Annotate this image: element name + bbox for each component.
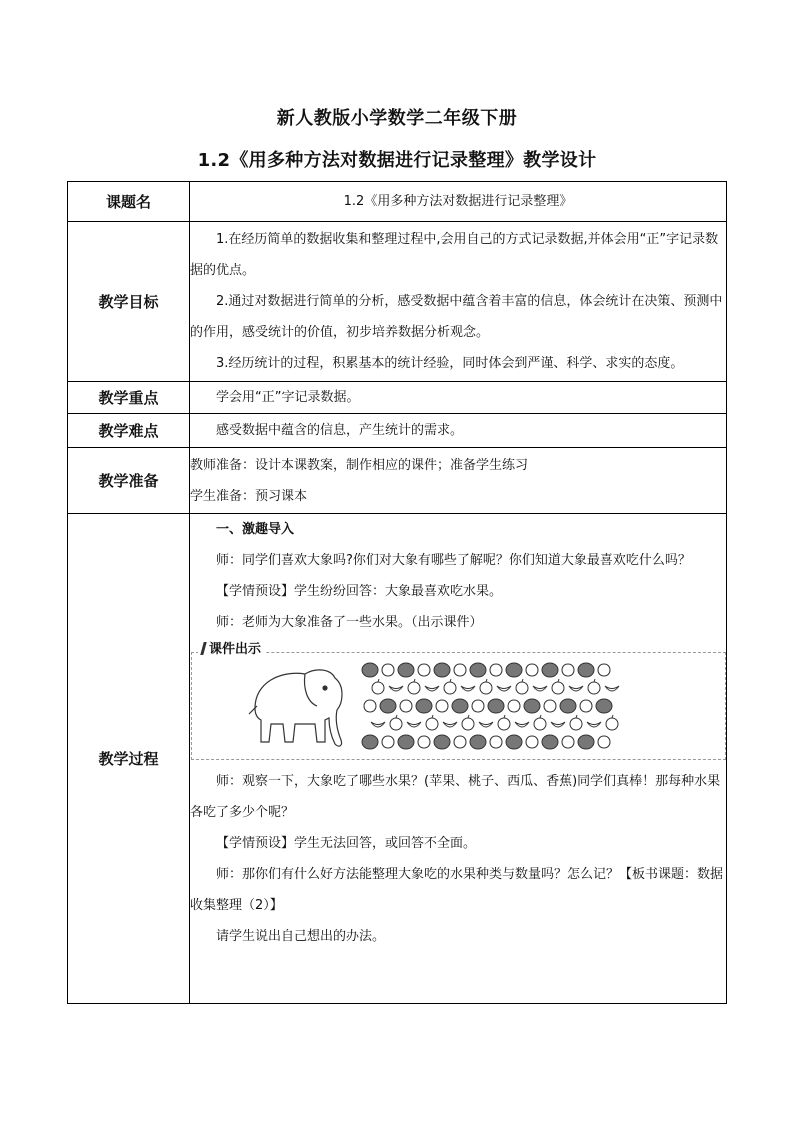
apple-icon [570,715,582,730]
key-points-text: 学会用“正”字记录数据。 [216,390,360,405]
process-paragraph: 师：那你们有什么好方法能整理大象吃的水果种类与数量吗？怎么记？【板书课题：数据收集整理（2）】 [190,867,724,913]
watermelon-icon [560,699,576,713]
peach-icon [598,736,610,748]
watermelon-icon [596,699,612,713]
apple-icon [408,679,420,694]
apple-icon [462,715,474,730]
watermelon-icon [362,735,378,749]
peach-icon [544,700,556,712]
value-difficulties [190,414,727,448]
elephant-fruit-illustration [245,658,645,758]
banana-icon [515,722,529,727]
peach-icon [472,700,484,712]
apple-icon [426,715,438,730]
row-difficulties [68,414,727,448]
process-paragraph: 【学情预设】学生纷纷回答：大象最喜欢吃水果。 [216,584,503,599]
value-key-points [190,382,727,414]
apple-icon [534,715,546,730]
label-preparation: 教学准备 [68,448,190,514]
banana-icon [425,686,439,691]
watermelon-icon [506,663,522,677]
value-process [190,514,727,1004]
peach-icon [562,664,574,676]
goal-item: 2.通过对数据进行简单的分析，感受数据中蕴含着丰富的信息，体会统计在决策、预测中的作用，感受统计的价值，初步培养数据分析观念。 [190,294,723,340]
section-heading: 一、激趣导入 [216,522,295,537]
watermelon-icon [542,663,558,677]
row-topic [68,182,727,222]
banana-icon [551,722,565,727]
apple-icon [372,679,384,694]
courseware-label-text: 课件出示 [209,642,262,657]
watermelon-icon [362,663,378,677]
peach-icon [490,736,502,748]
lesson-plan-table [67,181,727,1004]
watermelon-icon [434,735,450,749]
peach-icon [526,736,538,748]
apple-icon [390,715,402,730]
peach-icon [418,736,430,748]
banana-icon [461,686,475,691]
label-process: 教学过程 [68,514,190,1004]
peach-icon [382,664,394,676]
process-paragraph: 师：老师为大象准备了一些水果。（出示课件） [216,615,483,630]
peach-icon [454,664,466,676]
label-goals: 教学目标 [68,222,190,382]
banana-icon [533,686,547,691]
watermelon-icon [452,699,468,713]
watermelon-icon [578,663,594,677]
peach-icon [508,700,520,712]
goal-item: 3.经历统计的过程，积累基本的统计经验，同时体会到严谨、科学、求实的态度。 [216,356,684,371]
watermelon-icon [434,663,450,677]
watermelon-icon [506,735,522,749]
watermelon-icon [488,699,504,713]
tick-icon [200,642,206,655]
peach-icon [436,700,448,712]
peach-icon [526,664,538,676]
apple-icon [498,715,510,730]
peach-icon [598,664,610,676]
fruit-pile [362,663,619,749]
banana-icon [587,722,601,727]
watermelon-icon [416,699,432,713]
peach-icon [454,736,466,748]
difficulties-text: 感受数据中蕴含的信息，产生统计的需求。 [216,423,464,438]
banana-icon [371,722,385,727]
apple-icon [606,715,618,730]
label-topic: 课题名 [68,182,190,222]
banana-icon [569,686,583,691]
courseware-label [198,640,266,660]
apple-icon [552,679,564,694]
teacher-preparation: 教师准备：设计本课教案，制作相应的课件；准备学生练习 [190,457,529,473]
label-difficulties: 教学难点 [68,414,190,448]
peach-icon [580,700,592,712]
banana-icon [479,722,493,727]
process-paragraph: 【学情预设】学生无法回答，或回答不全面。 [216,836,477,851]
courseware-box [190,638,726,766]
apple-icon [480,679,492,694]
banana-icon [443,722,457,727]
watermelon-icon [470,735,486,749]
apple-icon [444,679,456,694]
watermelon-icon [542,735,558,749]
peach-icon [382,736,394,748]
watermelon-icon [524,699,540,713]
elephant-icon [249,670,342,746]
apple-icon [516,679,528,694]
document-title: 新人教版小学数学二年级下册 [276,108,518,129]
watermelon-icon [398,735,414,749]
process-paragraph: 请学生说出自己想出的办法。 [216,929,386,944]
row-preparation [68,448,727,514]
watermelon-icon [470,663,486,677]
watermelon-icon [578,735,594,749]
label-key-points: 教学重点 [68,382,190,414]
peach-icon [490,664,502,676]
student-preparation: 学生准备：预习课本 [190,488,308,504]
row-process [68,514,727,1004]
value-goals [190,222,727,382]
lesson-title: 1.2《用多种方法对数据进行记录整理》教学设计 [197,150,597,171]
peach-icon [364,700,376,712]
apple-icon [588,679,600,694]
process-paragraph: 师：同学们喜欢大象吗?你们对大象有哪些了解呢？你们知道大象最喜欢吃什么吗？ [216,553,691,568]
banana-icon [389,686,403,691]
value-preparation [190,448,727,514]
watermelon-icon [380,699,396,713]
row-key-points [68,382,727,414]
watermelon-icon [398,663,414,677]
value-topic: 1.2《用多种方法对数据进行记录整理》 [190,182,727,222]
peach-icon [418,664,430,676]
goal-item: 1.在经历简单的数据收集和整理过程中,会用自己的方式记录数据,并体会用“正”字记录数据的优点。 [190,232,719,278]
banana-icon [497,686,511,691]
banana-icon [605,686,619,691]
row-goals [68,222,727,382]
peach-icon [400,700,412,712]
banana-icon [407,722,421,727]
peach-icon [562,736,574,748]
process-paragraph: 师：观察一下，大象吃了哪些水果？(苹果、桃子、西瓜、香蕉)同学们真棒！那每种水果各吃了多少个呢？ [190,774,721,820]
